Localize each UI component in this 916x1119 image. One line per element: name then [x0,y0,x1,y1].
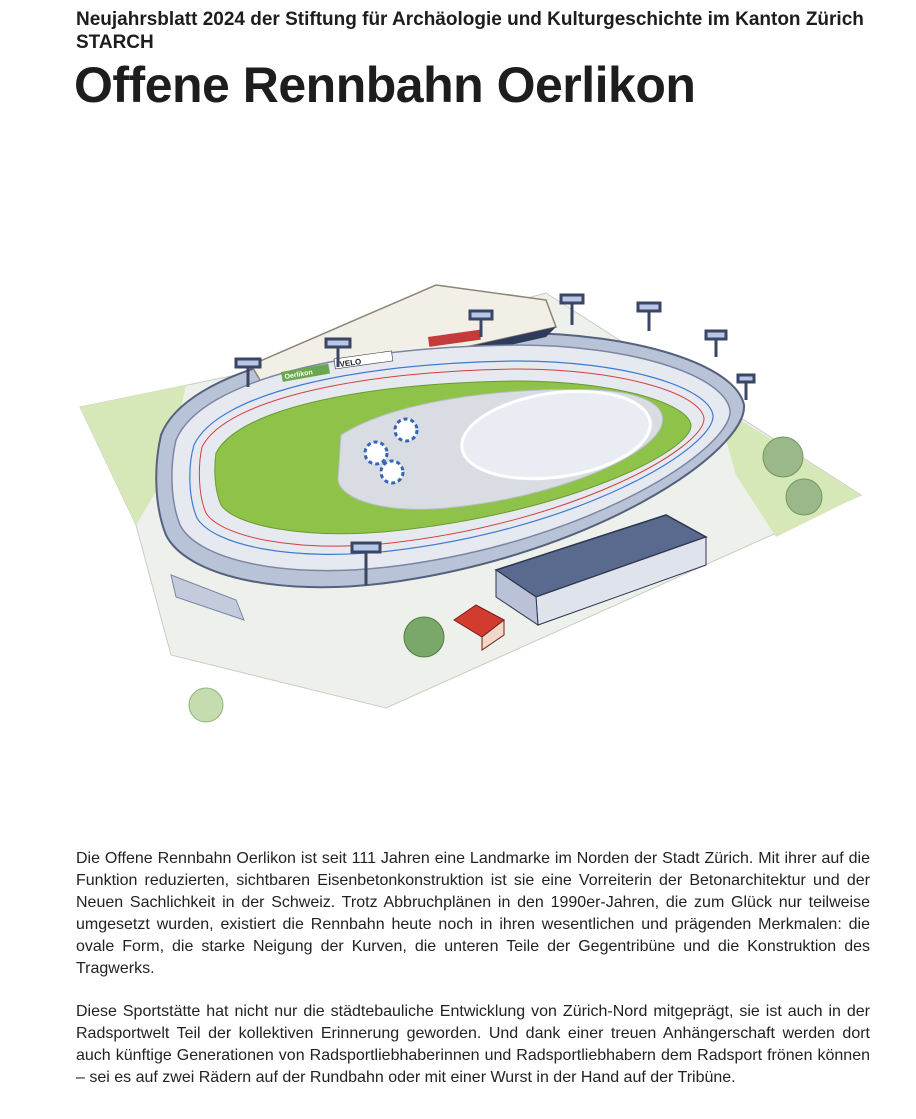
paragraph-1: Die Offene Rennbahn Oerlikon ist seit 111 Jahren eine Landmarke im Norden der Stadt Zürich. Mit ihrer auf die Funktion reduzierten, sichtbaren Eisenbetonkonstruktion ist sie eine Vorreiterin der Betonarchitektur und der Neuen Sachlichkeit in der Schweiz. Trotz Abbruchplänen in den 1990er-Jahren, die zum Glück nur teilweise umgesetzt wurden, existiert die Rennbahn heute noch in ihren wesentlichen und prägenden Merkmalen: die ovale Form, die starke Neigung der Kurven, die unteren Teile der Gegentribüne und die Konstruktion des Tragwerks. [76,850,870,977]
page-subtitle: Neujahrsblatt 2024 der Stiftung für Archäologie und Kulturgeschichte im Kanton Zürich STARCH [76,9,864,53]
banner-label: Oerlikon [284,369,314,381]
parasol-icon [381,461,403,483]
parasol-icon [365,442,387,464]
tree [189,688,223,722]
article-body [76,848,870,1110]
stadium-model-svg [76,275,876,785]
page-title: Offene Rennbahn Oerlikon [74,57,696,113]
stadium-model-illustration [76,275,876,785]
header [76,8,876,114]
banner-label: VELO [339,357,362,369]
tree [404,617,444,657]
tree [763,437,803,477]
paragraph-2: Diese Sportstätte hat nicht nur die städtebauliche Entwicklung von Zürich-Nord mitgeprägt, sie ist auch in der Radsportwelt Teil der kollektiven Erinnerung geworden. Und dank einer treuen Anhängerschaft werden dort auch künftige Generationen von Radsportliebhaberinnen und Radsportliebhabern dem Radsport frönen können – sei es auf zwei Rädern auf der Rundbahn oder mit einer Wurst in der Hand auf der Tribüne. [76,1003,870,1086]
parasol-icon [395,419,417,441]
tree [786,479,822,515]
